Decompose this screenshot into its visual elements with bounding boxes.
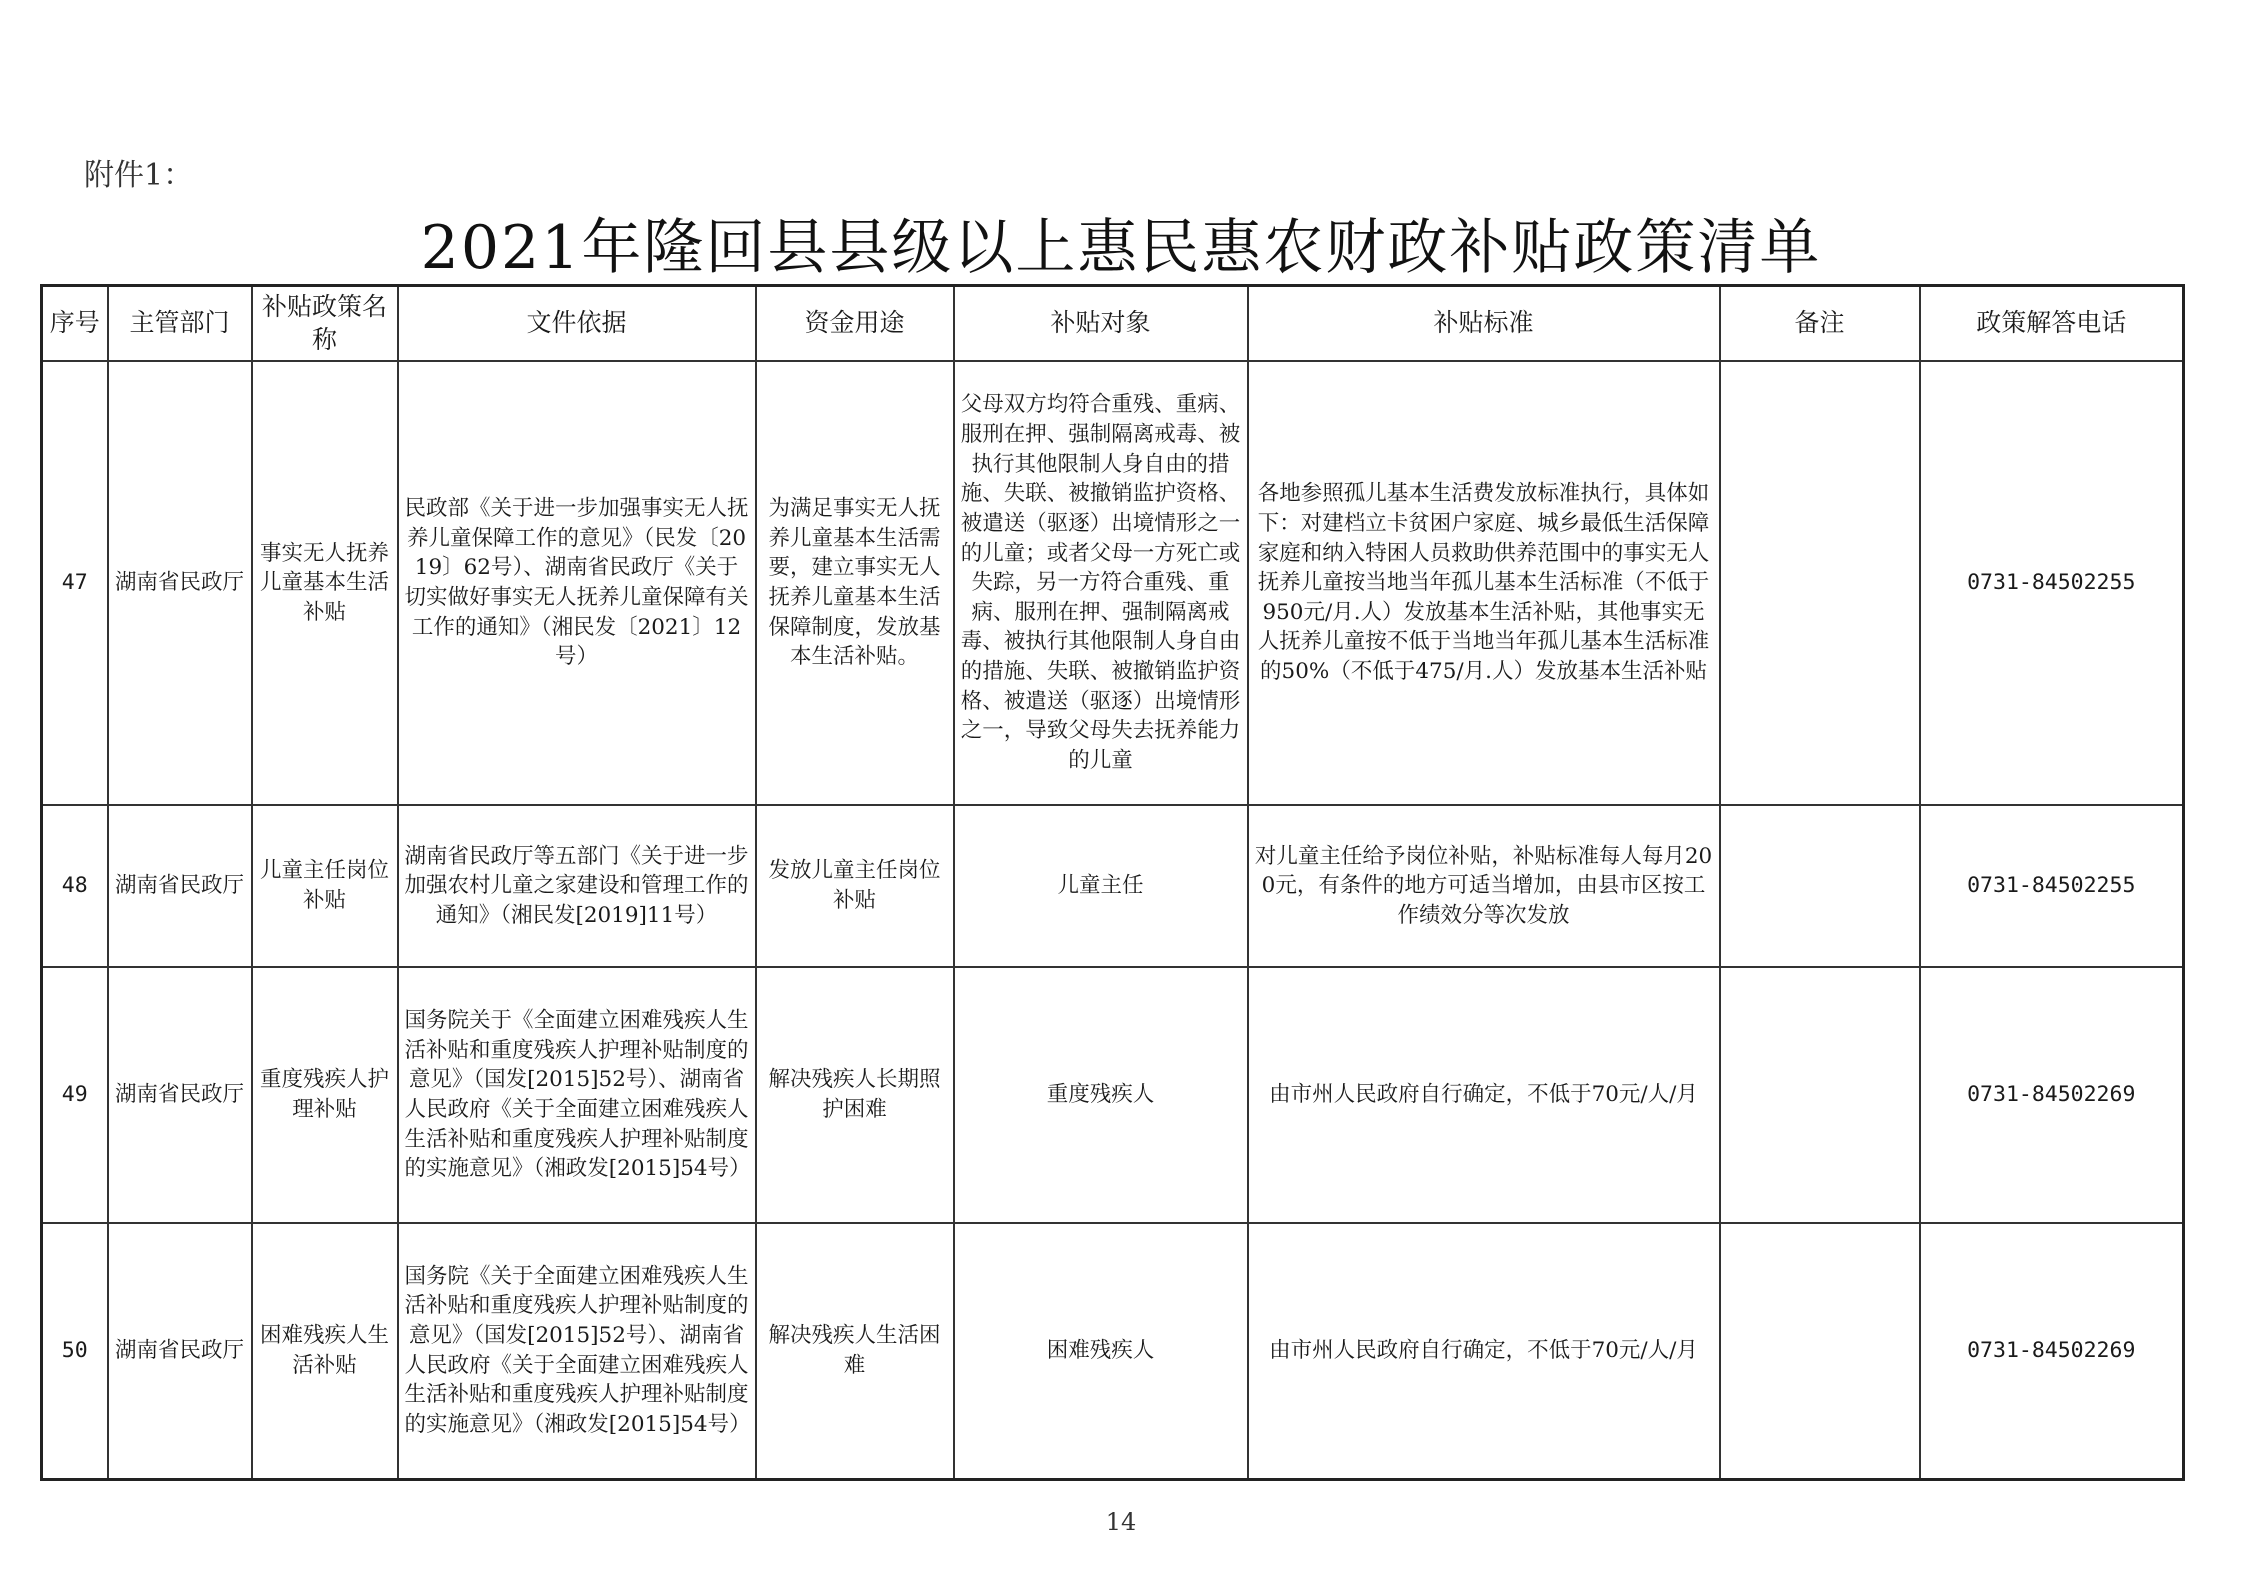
cell-policy: 事实无人抚养儿童基本生活补贴 xyxy=(252,361,398,805)
cell-policy: 儿童主任岗位补贴 xyxy=(252,805,398,967)
cell-phone: 0731-84502255 xyxy=(1920,361,2184,805)
cell-basis: 国务院《关于全面建立困难残疾人生活补贴和重度残疾人护理补贴制度的意见》（国发[2015]52号）、湖南省人民政府《关于全面建立困难残疾人生活补贴和重度残疾人护理补贴制度的实施意见》（湘政发[2015]54号） xyxy=(398,1223,756,1479)
table-row xyxy=(42,967,2184,1223)
cell-phone: 0731-84502255 xyxy=(1920,805,2184,967)
page-title: 2021年隆回县县级以上惠民惠农财政补贴政策清单 xyxy=(420,213,1822,283)
cell-no: 47 xyxy=(42,361,108,805)
cell-department: 湖南省民政厅 xyxy=(108,805,252,967)
cell-no: 49 xyxy=(42,967,108,1223)
header-phone: 政策解答电话 xyxy=(1920,286,2184,362)
cell-usage: 解决残疾人生活困难 xyxy=(756,1223,954,1479)
cell-basis: 民政部《关于进一步加强事实无人抚养儿童保障工作的意见》（民发〔2019〕62号）、湖南省民政厅《关于切实做好事实无人抚养儿童保障有关工作的通知》（湘民发〔2021〕12号） xyxy=(398,361,756,805)
cell-no: 48 xyxy=(42,805,108,967)
header-policy: 补贴政策名称 xyxy=(252,286,398,362)
header-standard: 补贴标准 xyxy=(1248,286,1720,362)
cell-standard: 对儿童主任给予岗位补贴，补贴标准每人每月200元，有条件的地方可适当增加，由县市区按工作绩效分等次发放 xyxy=(1248,805,1720,967)
cell-department: 湖南省民政厅 xyxy=(108,361,252,805)
cell-remark xyxy=(1720,1223,1920,1479)
header-no: 序号 xyxy=(42,286,108,362)
cell-remark xyxy=(1720,805,1920,967)
header-target: 补贴对象 xyxy=(954,286,1248,362)
cell-standard: 由市州人民政府自行确定，不低于70元/人/月 xyxy=(1248,1223,1720,1479)
cell-policy: 重度残疾人护理补贴 xyxy=(252,967,398,1223)
cell-usage: 解决残疾人长期照护困难 xyxy=(756,967,954,1223)
page-number: 14 xyxy=(1105,1508,1137,1536)
table-header-row xyxy=(42,286,2184,362)
header-remark: 备注 xyxy=(1720,286,1920,362)
cell-department: 湖南省民政厅 xyxy=(108,967,252,1223)
cell-target: 父母双方均符合重残、重病、服刑在押、强制隔离戒毒、被执行其他限制人身自由的措施、失联、被撤销监护资格、被遣送（驱逐）出境情形之一的儿童；或者父母一方死亡或失踪，另一方符合重残、重病、服刑在押、强制隔离戒毒、被执行其他限制人身自由的措施、失联、被撤销监护资格、被遣送（驱逐）出境情形之一，导致父母失去抚养能力的儿童 xyxy=(954,361,1248,805)
table-row xyxy=(42,1223,2184,1479)
cell-phone: 0731-84502269 xyxy=(1920,1223,2184,1479)
header-basis: 文件依据 xyxy=(398,286,756,362)
cell-usage: 为满足事实无人抚养儿童基本生活需要，建立事实无人抚养儿童基本生活保障制度，发放基本生活补贴。 xyxy=(756,361,954,805)
cell-target: 困难残疾人 xyxy=(954,1223,1248,1479)
cell-no: 50 xyxy=(42,1223,108,1479)
table-row xyxy=(42,805,2184,967)
cell-policy: 困难残疾人生活补贴 xyxy=(252,1223,398,1479)
cell-basis: 湖南省民政厅等五部门《关于进一步加强农村儿童之家建设和管理工作的通知》（湘民发[2019]11号） xyxy=(398,805,756,967)
cell-target: 儿童主任 xyxy=(954,805,1248,967)
cell-standard: 由市州人民政府自行确定，不低于70元/人/月 xyxy=(1248,967,1720,1223)
attachment-label: 附件1： xyxy=(84,158,194,193)
cell-remark xyxy=(1720,967,1920,1223)
cell-standard: 各地参照孤儿基本生活费发放标准执行，具体如下：对建档立卡贫困户家庭、城乡最低生活保障家庭和纳入特困人员救助供养范围中的事实无人抚养儿童按当地当年孤儿基本生活标准（不低于950元/月.人）发放基本生活补贴，其他事实无人抚养儿童按不低于当地当年孤儿基本生活标准的50%（不低于475/月.人）发放基本生活补贴 xyxy=(1248,361,1720,805)
cell-department: 湖南省民政厅 xyxy=(108,1223,252,1479)
cell-remark xyxy=(1720,361,1920,805)
header-department: 主管部门 xyxy=(108,286,252,362)
cell-phone: 0731-84502269 xyxy=(1920,967,2184,1223)
policy-table xyxy=(40,284,2185,1481)
cell-target: 重度残疾人 xyxy=(954,967,1248,1223)
table-row xyxy=(42,361,2184,805)
cell-usage: 发放儿童主任岗位补贴 xyxy=(756,805,954,967)
cell-basis: 国务院关于《全面建立困难残疾人生活补贴和重度残疾人护理补贴制度的意见》（国发[2015]52号）、湖南省人民政府《关于全面建立困难残疾人生活补贴和重度残疾人护理补贴制度的实施意见》（湘政发[2015]54号） xyxy=(398,967,756,1223)
header-usage: 资金用途 xyxy=(756,286,954,362)
